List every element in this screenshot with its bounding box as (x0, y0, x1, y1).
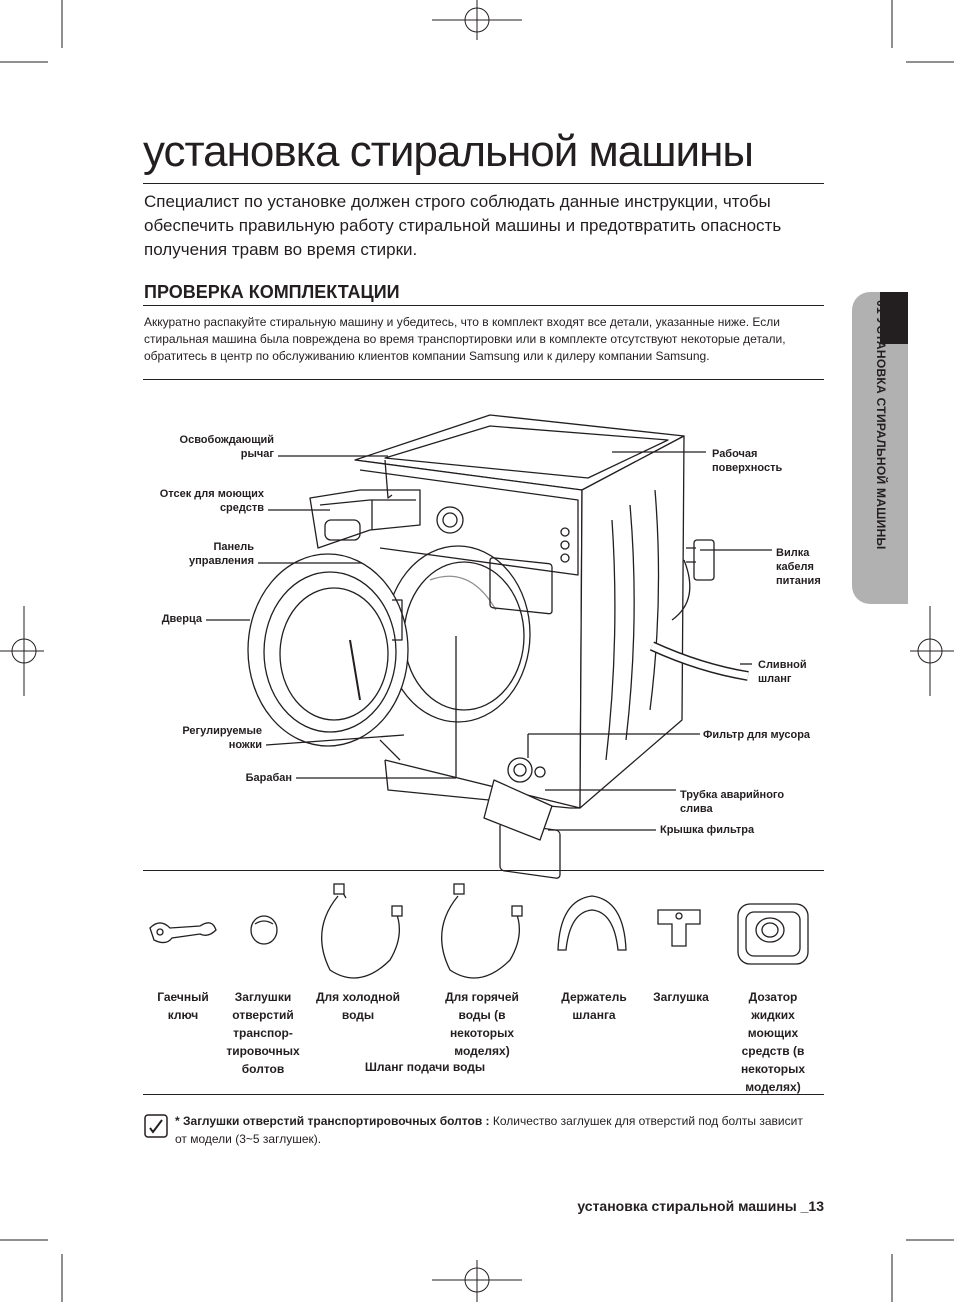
note-bold: * Заглушки отверстий транспортировочных болтов : (175, 1114, 490, 1128)
label-detergent-drawer: Отсек для моющих средств (159, 488, 264, 514)
accessory-bolt-caps-label: Заглушки отверстий транспор-тировочных болтов (226, 990, 300, 1076)
page-footer: установка стиральной машины _13 (577, 1198, 824, 1214)
label-debris-filter: Фильтр для мусора (703, 729, 811, 741)
cold-hose-icon (322, 884, 402, 978)
water-hose-caption: Шланг подачи воды (364, 1060, 486, 1074)
label-drum: Барабан (245, 772, 292, 784)
label-door: Дверца (161, 613, 202, 625)
hose-guide-icon (558, 896, 626, 950)
accessory-cold-hose-label: Для холодной воды (315, 990, 401, 1022)
label-adjustable-feet: Регулируемые ножки (182, 725, 262, 751)
note-body: Количество заглушек для отверстий под болты зависит от модели (3~5 заглушек). (175, 1114, 803, 1146)
cap-icon (658, 910, 700, 946)
label-filter-cover: Крышка фильтра (660, 824, 755, 836)
label-drain-hose: Сливной шланг (758, 659, 807, 685)
bolt-cap-icon (251, 916, 277, 944)
accessory-hot-hose-label: Для горячей воды (в некоторых моделях) (445, 990, 519, 1058)
label-control-panel: Панель управления (188, 541, 254, 567)
label-emergency-drain-tube: Трубка аварийного слива (680, 789, 785, 815)
page-title: установка стиральной машины (143, 127, 754, 176)
accessory-cap-label: Заглушка (653, 990, 709, 1004)
note-text (175, 1112, 815, 1148)
label-release-lever: Освобождающий рычаг (179, 434, 274, 460)
hot-hose-icon (442, 884, 522, 978)
label-power-plug: Вилка кабеля питания (776, 547, 821, 587)
section-body: Аккуратно распакуйте стиральную машину и убедитесь, что в комплект входят все детали, указанные ниже. Если стиральная машина была повреждена во время транспортировки или в комплекте отсутствуют некоторые детали, обратитесь в центр по обслуживанию клиентов компании Samsung или к дилеру компании Samsung. (144, 315, 786, 363)
note-icon (144, 1114, 168, 1138)
accessory-wrench-label: Гаечный ключ (157, 990, 209, 1022)
liquid-detergent-icon (738, 904, 808, 964)
chapter-tab-label: 01 УСТАНОВКА СТИРАЛЬНОЙ МАШИНЫ (874, 300, 888, 550)
wrench-icon (150, 923, 216, 943)
accessory-liquid-detergent-label: Дозатор жидких моющих средств (в некоторых моделях) (740, 990, 806, 1094)
intro-paragraph: Специалист по установке должен строго соблюдать данные инструкции, чтобы обеспечить правильную работу стиральной машины и предотвратить опасность получения травм во время стирки. (144, 192, 782, 259)
accessory-hose-guide-label: Держатель шланга (561, 990, 627, 1022)
label-worktop: Рабочая поверхность (712, 448, 783, 474)
accessories-bottom-rule (143, 1094, 824, 1095)
section-heading: ПРОВЕРКА КОМПЛЕКТАЦИИ (144, 282, 400, 302)
